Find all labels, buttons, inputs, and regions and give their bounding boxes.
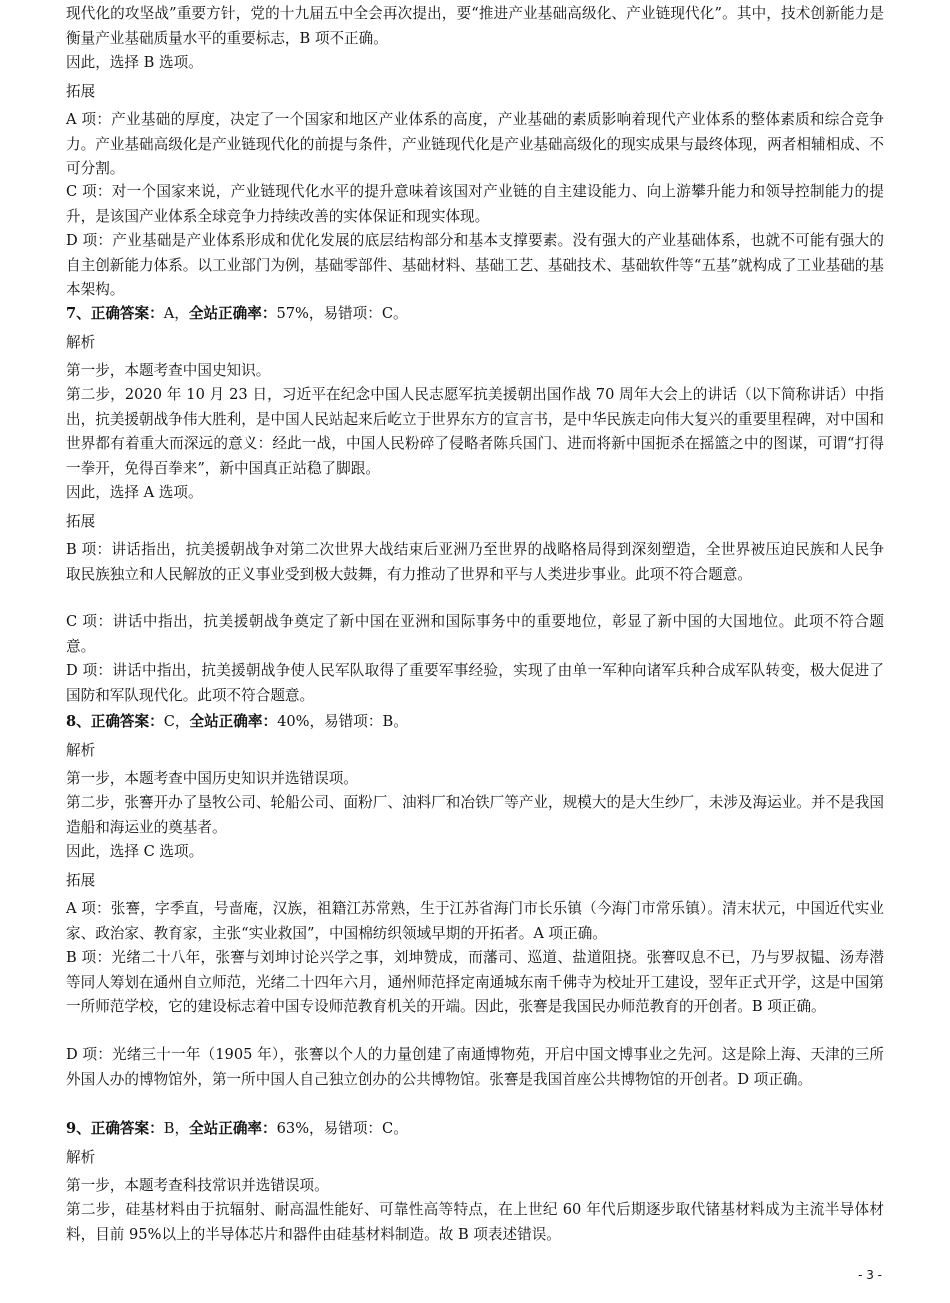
paragraph: 因此，选择 A 选项。 bbox=[66, 484, 203, 501]
answer-label: 全站正确率： bbox=[188, 305, 277, 322]
paragraph: D 项：讲话中指出，抗美援朝战争使人民军队取得了重要军事经验，实现了由单一军种向诸军兵种合成军队转变，极大促进了国防和军队现代化。此项不符合题意。 bbox=[66, 662, 884, 704]
paragraph: 因此，选择 B 选项。 bbox=[66, 54, 203, 71]
paragraph: 解析 bbox=[66, 1149, 96, 1166]
page-number: - 3 - bbox=[858, 1268, 882, 1282]
paragraph: 第一步，本题考查科技常识并选错误项。 bbox=[66, 1177, 329, 1194]
paragraph: 拓展 bbox=[66, 83, 96, 100]
answer-line bbox=[66, 710, 884, 735]
paragraph: 第二步，硅基材料由于抗辐射、耐高温性能好、可靠性高等特点，在上世纪 60 年代后期逐步取代锗基材料成为主流半导体材料，目前 95%以上的半导体芯片和器件由硅基材料制造。故 B 项表述错误。 bbox=[66, 1201, 884, 1243]
paragraph: 解析 bbox=[66, 742, 96, 759]
paragraph: 第一步，本题考查中国史知识。 bbox=[66, 362, 271, 379]
answer-value: C， bbox=[163, 713, 190, 730]
paragraph: 拓展 bbox=[66, 513, 96, 530]
paragraph: C 项：对一个国家来说，产业链现代化水平的提升意味着该国对产业链的自主建设能力、向上游攀升能力和领导控制能力的提升，是该国产业体系全球竞争力持续改善的实体保证和现实体现。 bbox=[66, 183, 884, 225]
answer-label: 9、正确答案： bbox=[66, 1120, 164, 1137]
answer-value: 57%，易错项：C。 bbox=[276, 305, 408, 322]
paragraph: A 项：张謇，字季直，号啬庵，汉族，祖籍江苏常熟，生于江苏省海门市长乐镇（今海门市常乐镇）。清末状元，中国近代实业家、政治家、教育家，主张“实业救国”，中国棉纺织领域早期的开拓者。A 项正确。 bbox=[66, 900, 884, 942]
paragraph: 拓展 bbox=[66, 872, 96, 889]
answer-value: B， bbox=[163, 1120, 190, 1137]
paragraph: B 项：光绪二十八年，张謇与刘坤讨论兴学之事，刘坤赞成，而藩司、巡道、盐道阻挠。张謇叹息不已，乃与罗叔韫、汤寿潜等同人筹划在通州自立师范，光绪二十四年六月，通州师范择定南通城东南千佛寺为校址开工建设，翌年正式开学，这是中国第一所师范学校，它的建设标志着中国专设师范教育机关的开端。因此，张謇是我国民办师范教育的开创者。B 项正确。 bbox=[66, 949, 884, 1015]
answer-line bbox=[66, 302, 884, 327]
paragraph: 第一步，本题考查中国历史知识并选错误项。 bbox=[66, 770, 358, 787]
paragraph: 解析 bbox=[66, 334, 96, 351]
paragraph: 因此，选择 C 选项。 bbox=[66, 843, 204, 860]
answer-line bbox=[66, 1117, 884, 1142]
answer-value: A， bbox=[163, 305, 189, 322]
paragraph: 第二步，张謇开办了垦牧公司、轮船公司、面粉厂、油料厂和冶铁厂等产业，规模大的是大生纱厂，未涉及海运业。并不是我国造船和海运业的奠基者。 bbox=[66, 794, 884, 836]
paragraph: D 项：产业基础是产业体系形成和优化发展的底层结构部分和基本支撑要素。没有强大的产业基础体系，也就不可能有强大的自主创新能力体系。以工业部门为例，基础零部件、基础材料、基础工艺、基础技术、基础软件等“五基”就构成了工业基础的基本架构。 bbox=[66, 232, 884, 298]
answer-label: 7、正确答案： bbox=[66, 305, 164, 322]
paragraph: C 项：讲话中指出，抗美援朝战争奠定了新中国在亚洲和国际事务中的重要地位，彰显了新中国的大国地位。此项不符合题意。 bbox=[66, 613, 884, 655]
answer-label: 全站正确率： bbox=[189, 1120, 277, 1137]
paragraph: 第二步，2020 年 10 月 23 日，习近平在纪念中国人民志愿军抗美援朝出国作战 70 周年大会上的讲话（以下简称讲话）中指出，抗美援朝战争伟大胜利，是中国人民站起来后屹立于世界东方的宣言书，是中华民族走向伟大复兴的重要里程碑，对中国和世界都有着重大而深远的意义：经此一战，中国人民粉碎了侵略者陈兵国门、进而将新中国扼杀在摇篮之中的图谋，可谓“打得一拳开，免得百拳来”，新中国真正站稳了脚跟。 bbox=[66, 386, 884, 477]
paragraph: A 项：产业基础的厚度，决定了一个国家和地区产业体系的高度，产业基础的素质影响着现代产业体系的整体素质和综合竞争力。产业基础高级化是产业链现代化的前提与条件，产业链现代化是产业基础高级化的现实成果与最终体现，两者相辅相成、不可分割。 bbox=[66, 111, 884, 177]
paragraph: B 项：讲话指出，抗美援朝战争对第二次世界大战结束后亚洲乃至世界的战略格局得到深刻塑造，全世界被压迫民族和人民争取民族独立和人民解放的正义事业受到极大鼓舞，有力推动了世界和平与人类进步事业。此项不符合题意。 bbox=[66, 541, 884, 583]
answer-label: 全站正确率： bbox=[189, 713, 278, 730]
answer-value: 63%，易错项：C。 bbox=[276, 1120, 408, 1137]
paragraph: 现代化的攻坚战”重要方针，党的十九届五中全会再次提出，要“推进产业基础高级化、产业链现代化”。其中，技术创新能力是衡量产业基础质量水平的重要标志，B 项不正确。 bbox=[66, 5, 884, 47]
answer-label: 8、正确答案： bbox=[66, 713, 164, 730]
answer-value: 40%，易错项：B。 bbox=[277, 713, 408, 730]
paragraph: D 项：光绪三十一年（1905 年），张謇以个人的力量创建了南通博物苑，开启中国文博事业之先河。这是除上海、天津的三所外国人办的博物馆外，第一所中国人自己独立创办的公共博物馆。张謇是我国首座公共博物馆的开创者。D 项正确。 bbox=[66, 1046, 884, 1088]
